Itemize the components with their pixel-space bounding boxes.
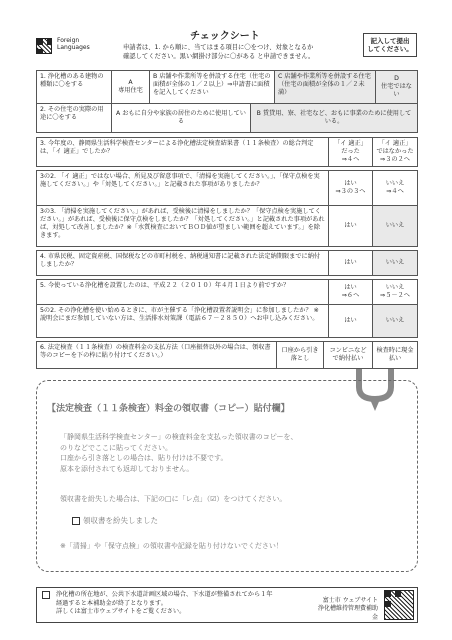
q1-option-c[interactable] (274, 70, 376, 104)
q2-option-b[interactable] (250, 103, 418, 133)
receipt-note: ※「清掃」や「保守点検」の領収書や記録を貼り付けないでください！ (60, 542, 283, 550)
receipt-title: 【法定検査（１１条検査）料金の領収書（コピー）貼付欄】 (47, 404, 290, 414)
footer-line: 経過すると本補助金が終了となります。 (56, 599, 167, 607)
q5-2-answer-yes[interactable]: はい (328, 304, 373, 338)
q4-answer-yes[interactable]: はい (328, 250, 373, 276)
instruction-line: 「静岡県生活科学検査センター」の検査料金を支払った領収書のコピーを、 (60, 433, 298, 441)
answer-label: いいえ (385, 283, 405, 291)
q4-question: 4. 市県民税、固定資産税、国保税などの市町村税を、納税通知書に記載された法定納期限までに納付しましたか？ (36, 250, 329, 276)
answer-label: 「イ 適正」ではなかった (376, 139, 414, 155)
intro-line: 確認してください。黒い網掛け部分に〇がある と申請できません。 (123, 52, 315, 60)
intro-text (123, 44, 314, 61)
q3-3-answer-no[interactable]: いいえ (372, 205, 418, 247)
q1-label: 1. 浄化槽のある建物の種類に〇をする (36, 70, 112, 104)
q5-2-answer-no[interactable]: いいえ (372, 304, 418, 338)
stamp-line: してください。 (367, 45, 413, 54)
answer-label: はい (344, 283, 357, 291)
q5-answer-yes[interactable] (328, 279, 373, 305)
option-key: D (394, 74, 399, 82)
lost-receipt-checkbox-row[interactable] (72, 516, 158, 525)
q2-label: 2. その住宅の実際の用途に〇をする (36, 103, 112, 133)
option-text: 住宅ではない (381, 82, 412, 99)
q1-option-d[interactable] (375, 70, 418, 104)
option-key: C (278, 73, 283, 80)
q4-answer-no[interactable]: いいえ (372, 250, 418, 276)
q3-2-answer-yes[interactable] (328, 170, 373, 206)
option-text: 賃貸用、寮、社宅など、おもに事業のために使用している。 (262, 109, 412, 125)
footer-line: 詳しくは富士市ウェブサイトをご覧ください。 (56, 608, 186, 616)
caption-line: Foreign (57, 37, 80, 44)
q3-question: 3. 今年度の、静岡県生活科学検査センターによる浄化槽法定検査結果書（１１条検査）の総合判定は、「イ 適正」でしたか？ (36, 137, 329, 167)
instruction-line: のりなどでここに貼ってください。 (60, 443, 172, 452)
lost-receipt-checkbox[interactable] (72, 517, 80, 525)
option-key: B (153, 73, 158, 80)
q3-answer-yes[interactable] (328, 137, 373, 167)
option-key: A (116, 109, 121, 117)
footer-caption-line: 富士市 ウェブサイト (322, 597, 378, 604)
option-key: A (128, 78, 133, 86)
intro-line: 申請者は、1. から順に、当てはまる項目に〇をつけ、対象となるか (123, 44, 314, 51)
q3-answer-no[interactable] (372, 137, 418, 167)
q3-2-question: 3の2. 「イ 適正」ではない場合、所見及び留意事項で、「清掃を実施してください。」、「保守点検を実施してください。」や「対処してください。」と記載された事項がありましたか？ (36, 170, 329, 206)
q3-3-question: 3の3. 「清掃を実施してください。」があれば、受検後に清掃をしましたか？「保守点検を実施してください。」があれば、受検後に保守点検をしましたか？「対処してください。」と記載された事項があれば、対処して改善しましたか？※「水質検査においてＢＯＤ値が望ましい範囲を超えています。」を除きます。 (36, 205, 329, 247)
answer-next: ⇒６へ (341, 292, 360, 299)
lost-receipt-label: 領収書を紛失しました (83, 516, 158, 525)
website-qr-code-icon[interactable] (384, 590, 414, 620)
answer-label: はい (344, 179, 357, 187)
receipt-instructions (60, 432, 297, 474)
stamp-line: 記入して提出 (370, 37, 410, 45)
q1-option-a[interactable] (111, 70, 150, 104)
answer-next: ⇒４へ (386, 188, 404, 195)
page-title: チェックシート (190, 31, 260, 42)
qr-code-icon[interactable] (36, 38, 52, 54)
footer-caption-line: 浄化槽維持管理費補助金 (317, 605, 378, 621)
q5-2-question: 5の2. その浄化槽を使い始めるときに、市が主催する「浄化槽設置者説明会」に参加しましたか？ ※説明会にまだ参加していない方は、生活排水対策課（電話６７－２８５０）へお申し込みください。 (36, 304, 329, 338)
option-key: B (256, 109, 261, 117)
instruction-line: 原本を添付されても返却しておりません。 (60, 464, 194, 473)
answer-next: ⇒３の３へ (335, 188, 366, 195)
submit-stamp (363, 33, 417, 57)
answer-next: ⇒４へ (341, 156, 360, 164)
q3-3-answer-yes[interactable]: はい (328, 205, 373, 247)
option-text: 店舗や作業所等を併設する住宅（住宅の面積が全体の１／２未満） (278, 73, 371, 97)
instruction-line: 口座から引き落としの場合は、貼り付けは不要です。 (60, 454, 228, 462)
option-text: おもに自分や家族の居住のために使用している (122, 109, 246, 125)
footer-notice (56, 591, 273, 617)
q6-option-bank[interactable]: 口座から引き落とし (276, 341, 324, 369)
q1-option-b[interactable] (149, 70, 275, 104)
q3-2-answer-no[interactable] (372, 170, 418, 206)
answer-next: ⇒５－２へ (380, 292, 410, 299)
q2-option-a[interactable] (111, 103, 251, 133)
foreign-languages-caption (57, 37, 90, 51)
answer-next: ⇒３の２へ (380, 156, 410, 164)
q6-question: 6. 法定検査（１１条検査）の検査料金の支払方法（口座振替以外の場合は、領収書等のコピーを下の枠に貼り付けてください。） (36, 341, 277, 369)
caption-line: Languages (57, 44, 90, 52)
q5-question: 5. 今使っている浄化槽を設置したのは、平成２２（２０１０）年４月１日より前ですか？ (36, 279, 329, 305)
q6-option-cash[interactable]: 検査時に現金払い (372, 341, 418, 369)
q6-option-convenience[interactable]: コンビニなどで納付払い (323, 341, 373, 369)
footer-line: 浄化槽の所在地が、公共下水道計画区域の場合、下水道が整備されてから１年 (56, 591, 273, 598)
option-text: 店舗や作業所等を併設する住宅（住宅の面積が全体の１／２以上）⇒申請書に面積を記入してください (153, 73, 271, 97)
q5-answer-no[interactable] (372, 279, 418, 305)
option-text: 専用住宅 (118, 87, 143, 94)
lost-instruction: 領収書を紛失した場合は、下記の□に「レ点」（☑）をつけてください。 (60, 495, 287, 503)
answer-label: 「イ 適正」だった (334, 139, 367, 155)
footer-website-caption (314, 597, 378, 622)
footer-checkbox[interactable] (42, 591, 50, 599)
answer-label: いいえ (385, 179, 405, 187)
